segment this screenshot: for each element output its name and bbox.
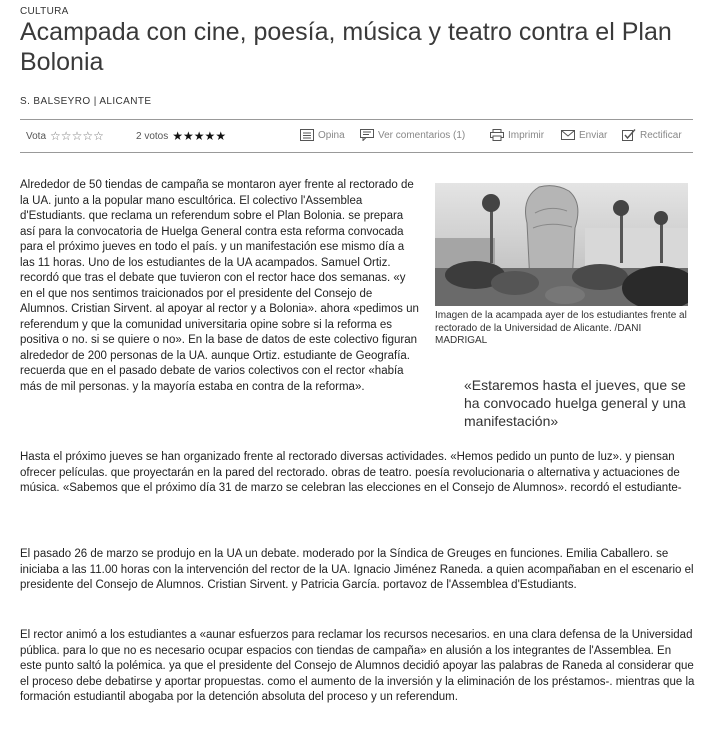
star-filled-icon: ★ xyxy=(204,129,216,143)
printer-icon xyxy=(490,129,504,141)
rating-stars-display xyxy=(172,129,226,143)
vote-widget xyxy=(26,129,104,143)
comment-icon xyxy=(360,129,374,141)
section-label: CULTURA xyxy=(20,6,69,17)
vote-count xyxy=(136,129,226,143)
star-empty-icon[interactable]: ☆ xyxy=(93,129,104,143)
article-paragraph: Hasta el próximo jueves se han organizado frente al rectorado diversas actividades. «Hemos pedido un punto de luz». y piensan ofrecer películas. que proyectarán en la pared del rectorado. obras de teatro. poesía revolucionaria o alternativa y actuaciones de música. «Sabemos que el próximo día 31 de marzo se celebran las elecciones en el Consejo de Alumnos». recordó el estudiante- xyxy=(20,451,682,494)
pull-quote: «Estaremos hasta el jueves, que se ha convocado huelga general y una manifestación» xyxy=(464,377,686,429)
star-filled-icon: ★ xyxy=(172,129,184,143)
opina-button[interactable] xyxy=(300,129,345,141)
envelope-icon xyxy=(561,129,575,141)
article-paragraph: Alrededor de 50 tiendas de campaña se montaron ayer frente al rectorado de la UA. junto a la popular mano escultórica. El colectivo l'Assemblea d'Estudiants. que reclama un referendum sobre el Plan Bolonia. se prepara así para la convocatoria de Huelga General contra esta reforma convocada para el próximo jueves en todo el país. y un manifestación ese mismo día a las 11 horas. Uno de los estudiantes de la UA acampados. Samuel Ortiz. recordó que tras el debate que tuvieron con el rector hace dos semanas. «y en el que nos sentimos traicionados por el presidente del Consejo de Alumnos. Cristian Sirvent. al apoyar al rector y a Bolonia». ahora «pedimos un referendum y que la comunidad universitaria opine sobre si la reforma es positiva o no. si se quiere o no». En la base de datos de este colectivo figuran alrededor de 200 personas de la UA. aunque Ortiz. estudiante de Geografía. recuerda que en el pasado debate de varios colectivos con el rector «había más de mil personas. y la mayoría estaba en contra de la reforma». xyxy=(20,179,419,393)
article-paragraph: El pasado 26 de marzo se produjo en la UA un debate. moderado por la Síndica de Greuges en funciones. Emilia Caballero. se iniciaba a las 11.00 horas con la intervención del rector de la UA. Ignacio Jiménez Raneda. a quien acompañaban en el escenario el presidente del Consejo de Alumnos. Cristian Sirvent. y Patricia García. portavoz de l'Assemblea d'Estudiants. xyxy=(20,548,694,591)
rating-stars-input[interactable] xyxy=(50,129,104,143)
article-paragraph: El rector animó a los estudiantes a «aunar esfuerzos para reclamar los recursos necesarios. en una clara defensa de la Universidad pública. para lo que no es necesario ocupar espacios con tiendas de campaña» en alusión a los integrantes de l'Assemblea. En este punto saltó la polémica. ya que el presidente del Consejo de Alumnos decidió apoyar las palabras de Raneda al considerar que el proceso debe debatirse y aportar propuestas. como el aumento de la inversión y la eliminación de los préstamos-. mientras que la formación estudiantil abogaba por la detención absoluta del proceso y un referendum. xyxy=(20,629,695,703)
star-filled-icon: ★ xyxy=(183,129,194,143)
article-toolbar xyxy=(20,119,693,153)
send-label: Enviar xyxy=(579,129,608,141)
edit-check-icon xyxy=(622,129,636,141)
list-icon xyxy=(300,129,314,141)
headline: Acampada con cine, poesía, música y teatro contra el Plan Bolonia xyxy=(20,18,672,76)
article-photo xyxy=(435,183,688,306)
send-button[interactable] xyxy=(561,129,607,141)
photo-caption: Imagen de la acampada ayer de los estudiantes frente al rectorado de la Universidad de Alicante. /DANI MADRIGAL xyxy=(435,310,687,346)
vote-label: Vota xyxy=(26,130,47,142)
opina-label: Opina xyxy=(318,129,345,141)
star-empty-icon[interactable]: ☆ xyxy=(71,129,83,143)
rectify-button[interactable] xyxy=(622,129,682,141)
rectify-label: Rectificar xyxy=(640,129,682,141)
print-button[interactable] xyxy=(490,129,544,141)
star-filled-icon: ★ xyxy=(215,129,227,143)
star-filled-icon: ★ xyxy=(193,129,205,143)
star-empty-icon[interactable]: ☆ xyxy=(82,129,94,143)
print-label: Imprimir xyxy=(508,129,545,141)
comments-label: Ver comentarios (1) xyxy=(378,129,466,141)
byline: S. BALSEYRO | ALICANTE xyxy=(20,96,152,107)
comments-button[interactable] xyxy=(360,129,465,141)
votes-label: 2 votos xyxy=(136,130,169,142)
star-empty-icon[interactable]: ☆ xyxy=(50,129,61,143)
protest-camp-image xyxy=(435,183,688,306)
star-empty-icon[interactable]: ☆ xyxy=(60,129,72,143)
